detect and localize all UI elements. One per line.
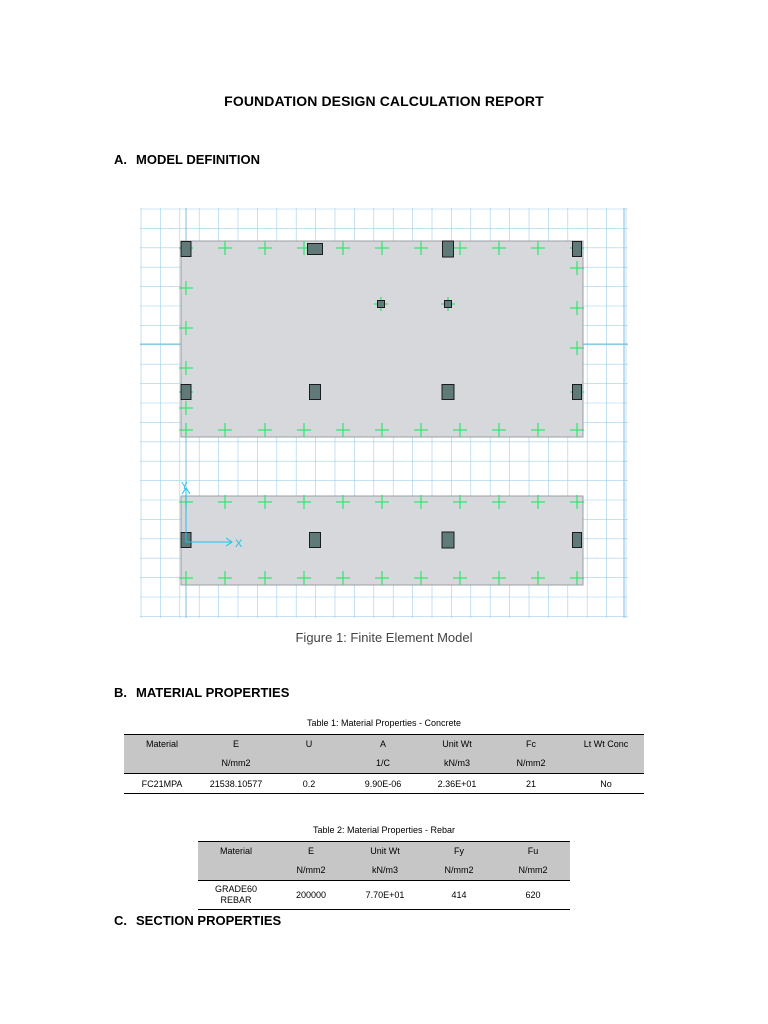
finite-element-model-figure xyxy=(140,208,630,620)
unit-cell: N/mm2 xyxy=(494,753,568,774)
header-cell: Fy xyxy=(422,842,496,861)
table-cell: 414 xyxy=(422,881,496,910)
header-cell: Material xyxy=(198,842,274,861)
table-cell: 620 xyxy=(496,881,570,910)
section-heading-model-definition xyxy=(114,152,260,167)
column-support xyxy=(573,242,582,257)
header-cell: E xyxy=(274,842,348,861)
unit-cell: N/mm2 xyxy=(200,753,272,774)
unit-cell: kN/m3 xyxy=(348,860,422,881)
column-support xyxy=(181,242,191,257)
header-cell: Lt Wt Conc xyxy=(568,735,644,754)
column-support xyxy=(310,385,321,400)
concrete-properties-table xyxy=(124,734,644,794)
section-heading-material-properties xyxy=(114,685,289,700)
table-cell: 7.70E+01 xyxy=(348,881,422,910)
section-title: MODEL DEFINITION xyxy=(136,152,260,167)
column-support xyxy=(573,385,582,400)
table-cell: GRADE60 REBAR xyxy=(198,881,274,910)
unit-cell: kN/m3 xyxy=(420,753,494,774)
column-support xyxy=(442,385,454,400)
header-cell: E xyxy=(200,735,272,754)
header-cell: Material xyxy=(124,735,200,754)
column-support xyxy=(443,241,454,257)
header-cell: Fu xyxy=(496,842,570,861)
y-axis-label: Y xyxy=(181,481,188,492)
column-support xyxy=(308,244,323,255)
table-cell: 21538.10577 xyxy=(200,774,272,794)
unit-cell: N/mm2 xyxy=(496,860,570,881)
header-cell: Unit Wt xyxy=(348,842,422,861)
unit-cell: 1/C xyxy=(346,753,420,774)
section-number: A. xyxy=(114,152,127,167)
table-units-row xyxy=(198,860,570,881)
unit-cell: N/mm2 xyxy=(274,860,348,881)
figure-caption: Figure 1: Finite Element Model xyxy=(295,630,473,645)
section-title: SECTION PROPERTIES xyxy=(136,913,282,928)
column-support xyxy=(378,301,385,308)
table-row xyxy=(198,881,570,910)
table-cell: 0.2 xyxy=(272,774,346,794)
column-support xyxy=(573,533,582,548)
table-cell: 200000 xyxy=(274,881,348,910)
table-cell: No xyxy=(568,774,644,794)
table-header-row xyxy=(124,735,644,754)
unit-cell: N/mm2 xyxy=(422,860,496,881)
unit-cell xyxy=(568,753,644,774)
unit-cell xyxy=(124,753,200,774)
section-number: B. xyxy=(114,685,127,700)
table-cell: 2.36E+01 xyxy=(420,774,494,794)
rebar-properties-table xyxy=(198,841,570,910)
header-cell: U xyxy=(272,735,346,754)
table2-caption: Table 2: Material Properties - Rebar xyxy=(312,825,456,835)
column-support xyxy=(445,301,452,308)
table-row xyxy=(124,774,644,794)
table-units-row xyxy=(124,753,644,774)
header-cell: A xyxy=(346,735,420,754)
section-title: MATERIAL PROPERTIES xyxy=(136,685,290,700)
x-axis-label: X xyxy=(235,538,243,550)
header-cell: Fc xyxy=(494,735,568,754)
section-heading-section-properties xyxy=(114,913,281,928)
column-support xyxy=(442,532,454,548)
table-header-row xyxy=(198,842,570,861)
column-support xyxy=(181,385,191,400)
table1-caption: Table 1: Material Properties - Concrete xyxy=(306,718,462,728)
section-number: C. xyxy=(114,913,127,928)
unit-cell xyxy=(198,860,274,881)
header-cell: Unit Wt xyxy=(420,735,494,754)
unit-cell xyxy=(272,753,346,774)
column-support xyxy=(310,533,321,548)
foundation-slab-upper xyxy=(181,241,583,437)
table-cell: 21 xyxy=(494,774,568,794)
table-cell: 9.90E-06 xyxy=(346,774,420,794)
table-cell: FC21MPA xyxy=(124,774,200,794)
report-title: FOUNDATION DESIGN CALCULATION REPORT xyxy=(224,93,544,109)
